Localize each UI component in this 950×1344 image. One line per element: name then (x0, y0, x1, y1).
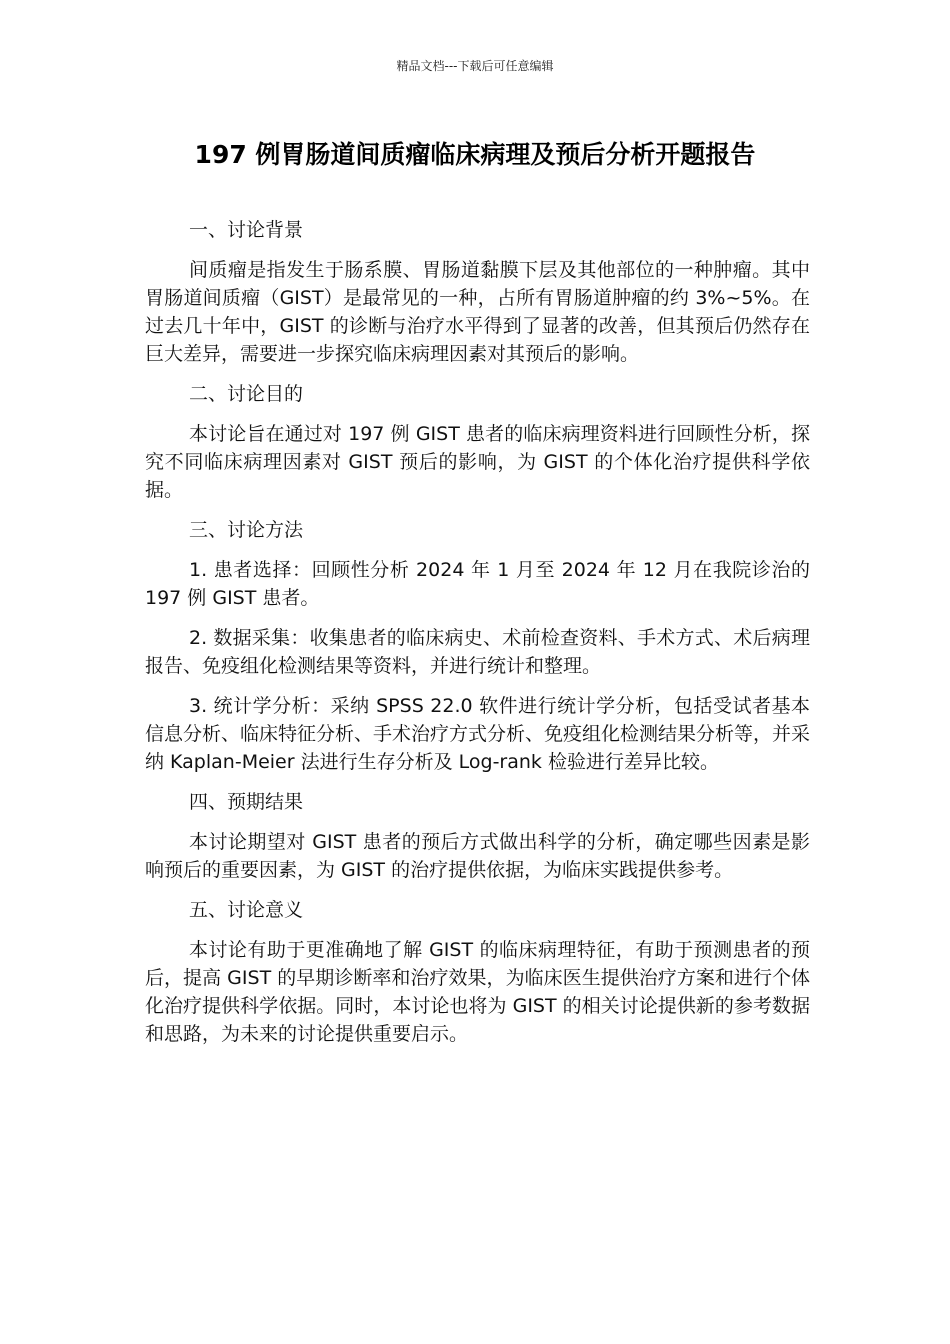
section-paragraph-expected-results: 本讨论期望对 GIST 患者的预后方式做出科学的分析，确定哪些因素是影响预后的重要因素，为 GIST 的治疗提供依据，为临床实践提供参考。 (145, 831, 810, 881)
section-heading-purpose: 二、讨论目的 (189, 383, 304, 405)
section-paragraph-significance: 本讨论有助于更准确地了解 GIST 的临床病理特征，有助于预测患者的预后，提高 GIST 的早期诊断率和治疗效果，为临床医生提供治疗方案和进行个体化治疗提供科学依据。同时，本讨论也将为 GIST 的相关讨论提供新的参考数据和思路，为未来的讨论提供重要启示。 (145, 939, 810, 1045)
section-heading-expected-results: 四、预期结果 (189, 791, 304, 813)
section-heading-significance: 五、讨论意义 (189, 899, 304, 921)
section-paragraph-methods-data-collection: 2. 数据采集：收集患者的临床病史、术前检查资料、手术方式、术后病理报告、免疫组化检测结果等资料，并进行统计和整理。 (145, 627, 810, 677)
section-paragraph-methods-patient-selection: 1. 患者选择：回顾性分析 2024 年 1 月至 2024 年 12 月在我院诊治的 197 例 GIST 患者。 (145, 559, 810, 609)
section-paragraph-background: 间质瘤是指发生于肠系膜、胃肠道黏膜下层及其他部位的一种肿瘤。其中胃肠道间质瘤（GIST）是最常见的一种，占所有胃肠道肿瘤的约 3%~5%。在过去几十年中，GIST 的诊断与治疗水平得到了显著的改善，但其预后仍然存在巨大差异，需要进一步探究临床病理因素对其预后的影响。 (145, 259, 810, 365)
section-heading-methods: 三、讨论方法 (189, 519, 304, 541)
section-paragraph-purpose: 本讨论旨在通过对 197 例 GIST 患者的临床病理资料进行回顾性分析，探究不同临床病理因素对 GIST 预后的影响，为 GIST 的个体化治疗提供科学依据。 (145, 423, 810, 501)
document-body (145, 216, 810, 1060)
section-paragraph-methods-statistics: 3. 统计学分析：采纳 SPSS 22.0 软件进行统计学分析，包括受试者基本信息分析、临床特征分析、手术治疗方式分析、免疫组化检测结果分析等，并采纳 Kaplan-Meier 法进行生存分析及 Log-rank 检验进行差异比较。 (145, 695, 811, 773)
section-heading-background: 一、讨论背景 (189, 219, 304, 241)
document-title: 197 例胃肠道间质瘤临床病理及预后分析开题报告 (194, 140, 756, 169)
page-header: 精品文档---下载后可任意编辑 (396, 59, 554, 73)
